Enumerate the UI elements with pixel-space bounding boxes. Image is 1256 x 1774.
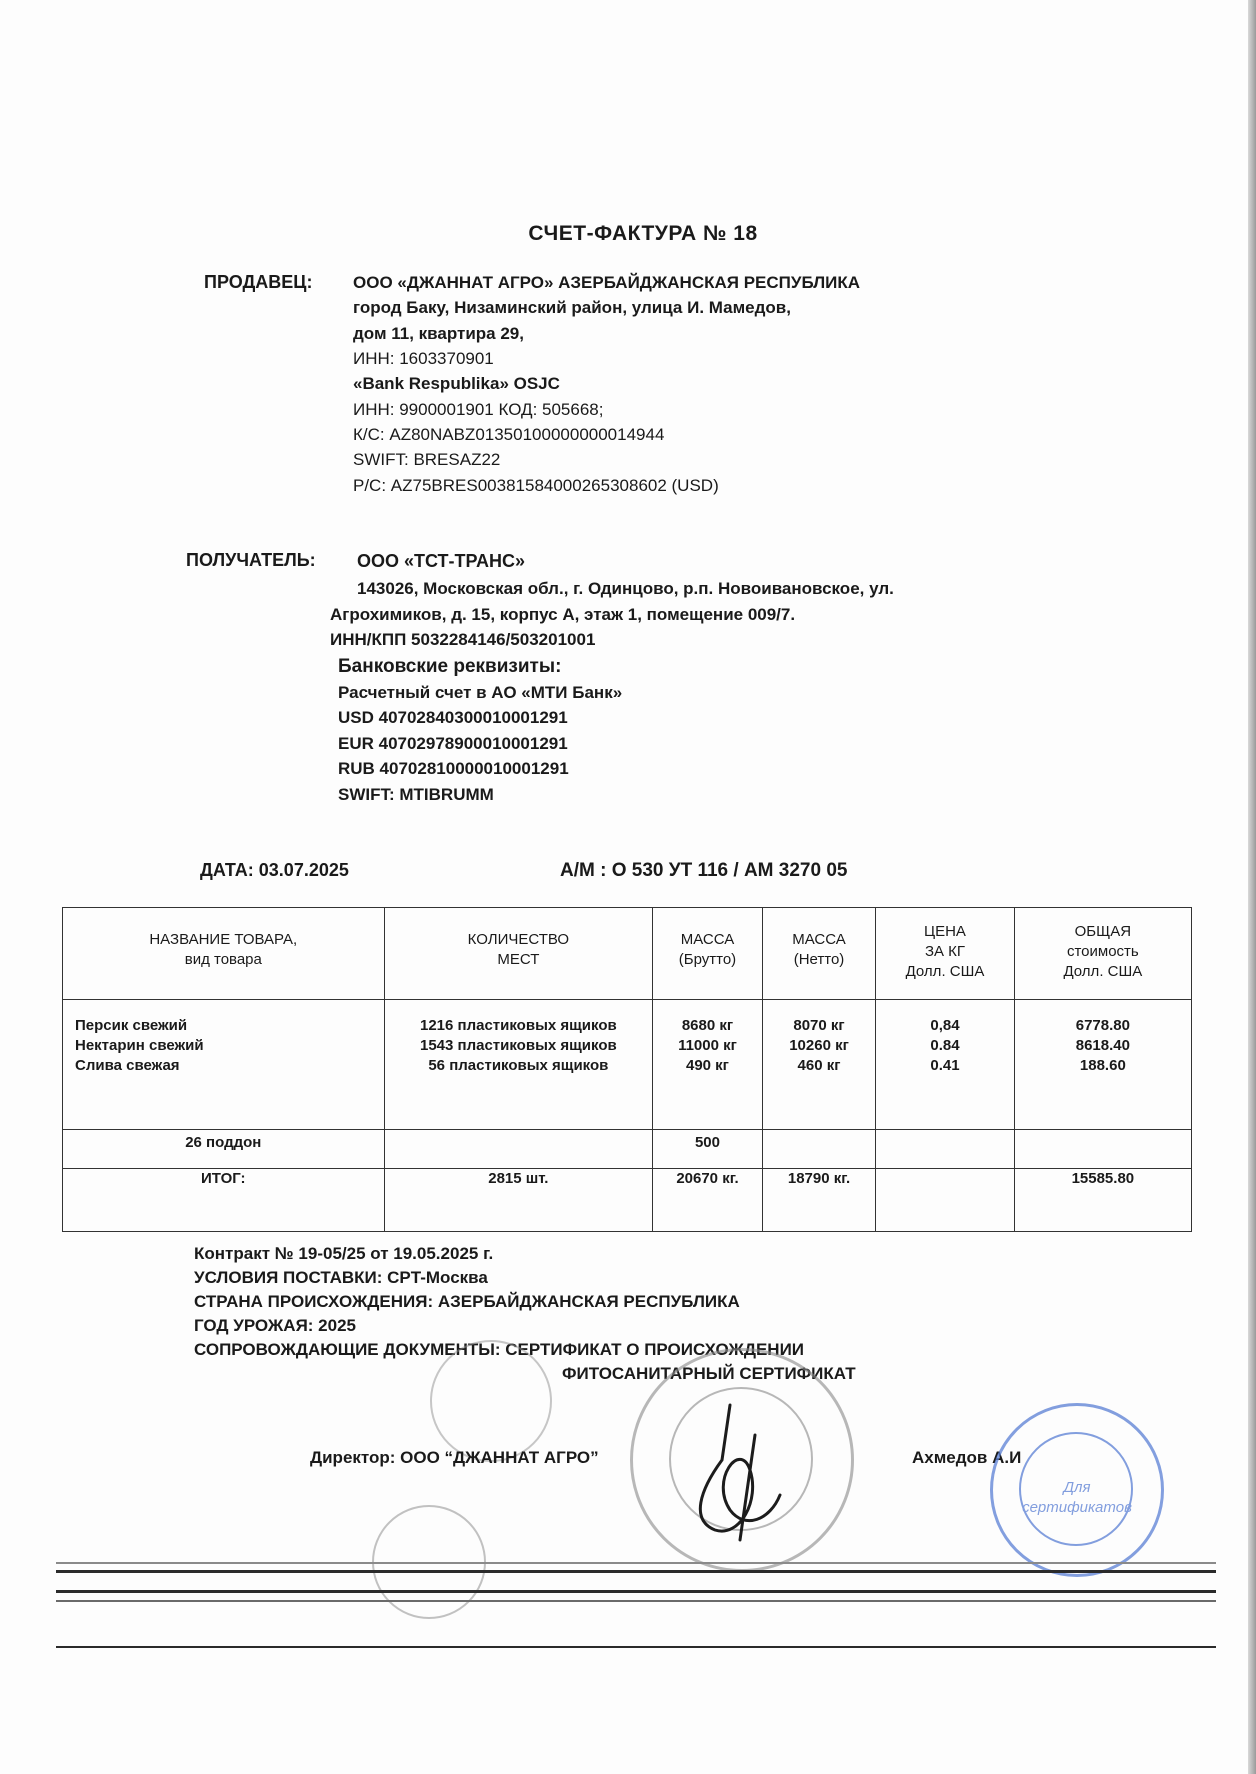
cell-net: [762, 1000, 875, 1130]
seller-label: ПРОДАВЕЦ:: [204, 272, 313, 292]
header-text: ЦЕНА: [924, 923, 966, 940]
header-gross: [653, 908, 763, 1000]
header-text: Долл. США: [905, 963, 985, 980]
pallet-price: [876, 1130, 1014, 1169]
header-text: ОБЩАЯ: [1074, 923, 1132, 940]
seller-line: ООО «ДЖАННАТ АГРО» АЗЕРБАЙДЖАНСКАЯ РЕСПУБЛИКА: [353, 273, 861, 292]
seller-line: ИНН: 9900001901 КОД: 505668;: [353, 400, 604, 419]
divider-line: [56, 1590, 1216, 1593]
scan-edge: [1248, 0, 1256, 1774]
totals-gross: 20670 кг.: [653, 1169, 763, 1232]
header-text: (Брутто): [678, 951, 737, 968]
product-name: Персик свежий: [75, 1017, 188, 1034]
pallet-row: [63, 1130, 1192, 1169]
receiver-line: 143026, Московская обл., г. Одинцово, р.п. Новоивановское, ул.: [357, 579, 894, 598]
receiver-name: ООО «ТСТ-ТРАНС»: [357, 551, 525, 571]
product-gross: 11000 кг: [678, 1037, 737, 1054]
product-total: 8618.40: [1075, 1037, 1130, 1054]
pallet-total: [1014, 1130, 1191, 1169]
product-total: 188.60: [1079, 1057, 1126, 1074]
totals-price: [876, 1169, 1014, 1232]
product-price: 0,84: [930, 1017, 960, 1034]
seller-line: Р/С: AZ75BRES00381584000265308602 (USD): [353, 476, 719, 495]
vehicle-number: А/М : О 530 УТ 116 / АМ 3270 05: [560, 860, 848, 881]
totals-net: 18790 кг.: [762, 1169, 875, 1232]
cell-gross: [653, 1000, 763, 1130]
certificate-stamp: [990, 1403, 1164, 1577]
header-text: стоимость: [1066, 943, 1139, 960]
product-gross: 490 кг: [685, 1057, 729, 1074]
seller-line: «Bank Respublika» OSJC: [353, 374, 560, 393]
totals-label: ИТОГ:: [63, 1169, 385, 1232]
header-text: МАССА: [792, 931, 846, 948]
divider-line: [56, 1562, 1216, 1564]
header-text: Долл. США: [1063, 963, 1143, 980]
receiver-line: Расчетный счет в АО «МТИ Банк»: [338, 683, 623, 702]
seller-line: дом 11, квартира 29,: [353, 324, 524, 343]
receiver-line: Агрохимиков, д. 15, корпус А, этаж 1, помещение 009/7.: [330, 605, 796, 624]
certificate-stamp-text: [993, 1478, 1161, 1518]
product-qty: 56 пластиковых ящиков: [428, 1057, 609, 1074]
table-row: [63, 1000, 1192, 1130]
receiver-line: RUB 40702810000010001291: [338, 759, 569, 778]
product-qty: 1543 пластиковых ящиков: [420, 1037, 617, 1054]
product-net: 10260 кг: [789, 1037, 849, 1054]
product-net: 8070 кг: [793, 1017, 845, 1034]
divider-line: [56, 1600, 1216, 1602]
cell-total: [1014, 1000, 1191, 1130]
product-name: Нектарин свежий: [75, 1037, 204, 1054]
header-total: [1014, 908, 1191, 1000]
seller-line: ИНН: 1603370901: [353, 349, 494, 368]
pallet-gross: 500: [653, 1130, 763, 1169]
totals-row: [63, 1169, 1192, 1232]
seller-line: SWIFT: BRESAZ22: [353, 450, 501, 469]
director-name: Ахмедов А.И: [912, 1448, 1022, 1467]
seller-line: город Баку, Низаминский район, улица И. Мамедов,: [353, 298, 791, 317]
product-total: 6778.80: [1075, 1017, 1130, 1034]
product-gross: 8680 кг: [681, 1017, 734, 1034]
table-header-row: [63, 908, 1192, 1000]
divider-line: [56, 1646, 1216, 1648]
receiver-line: SWIFT: MTIBRUMM: [338, 785, 494, 804]
receiver-bank-heading: Банковские реквизиты:: [338, 656, 562, 677]
header-name: [63, 908, 385, 1000]
contract-line: Контракт № 19-05/25 от 19.05.2025 г.: [194, 1244, 494, 1263]
cell-price: [876, 1000, 1014, 1130]
director-label: Директор: ООО “ДЖАННАТ АГРО”: [310, 1448, 599, 1467]
header-text: ЗА КГ: [924, 943, 966, 960]
header-text: КОЛИЧЕСТВО: [467, 931, 570, 948]
product-net: 460 кг: [797, 1057, 841, 1074]
header-price: [876, 908, 1014, 1000]
harvest-year: ГОД УРОЖАЯ: 2025: [194, 1316, 356, 1335]
cell-quantities: [384, 1000, 653, 1130]
pallet-label: 26 поддон: [63, 1130, 385, 1169]
header-text: МАССА: [680, 931, 735, 948]
header-quantity: [384, 908, 653, 1000]
product-qty: 1216 пластиковых ящиков: [420, 1017, 617, 1034]
handwritten-signature: [670, 1400, 800, 1550]
pallet-qty: [384, 1130, 653, 1169]
round-stamp-grey: [430, 1340, 552, 1462]
accompanying-docs: СОПРОВОЖДАЮЩИЕ ДОКУМЕНТЫ: СЕРТИФИКАТ О ПРОИСХОЖДЕНИИ: [194, 1340, 805, 1359]
product-price: 0.84: [930, 1037, 960, 1054]
header-net: [762, 908, 875, 1000]
product-name: Слива свежая: [75, 1057, 180, 1074]
seller-line: К/С: AZ80NABZ01350100000000014944: [353, 425, 665, 444]
receiver-line: USD 40702840300010001291: [338, 708, 568, 727]
invoice-title: СЧЕТ-ФАКТУРА № 18: [528, 222, 758, 245]
header-text: МЕСТ: [497, 951, 540, 968]
product-price: 0.41: [930, 1057, 960, 1074]
stamp-text: сертификатов: [1022, 1499, 1132, 1516]
pallet-net: [762, 1130, 875, 1169]
totals-qty: 2815 шт.: [384, 1169, 653, 1232]
cell-names: [63, 1000, 385, 1130]
header-text: (Нетто): [793, 951, 845, 968]
origin-country: СТРАНА ПРОИСХОЖДЕНИЯ: АЗЕРБАЙДЖАНСКАЯ РЕСПУБЛИКА: [194, 1292, 740, 1311]
receiver-label: ПОЛУЧАТЕЛЬ:: [186, 550, 316, 570]
invoice-date: ДАТА: 03.07.2025: [200, 860, 349, 880]
goods-table: [62, 907, 1192, 1232]
divider-line: [56, 1570, 1216, 1573]
receiver-line: EUR 40702978900010001291: [338, 734, 568, 753]
header-text: НАЗВАНИЕ ТОВАРА,: [149, 931, 298, 948]
accompanying-docs-2: ФИТОСАНИТАРНЫЙ СЕРТИФИКАТ: [562, 1364, 856, 1383]
delivery-terms: УСЛОВИЯ ПОСТАВКИ: CPT-Москва: [194, 1268, 488, 1287]
stamp-text: Для: [1063, 1479, 1091, 1496]
totals-sum: 15585.80: [1014, 1169, 1191, 1232]
header-text: вид товара: [184, 951, 262, 968]
receiver-line: ИНН/КПП 5032284146/503201001: [330, 630, 596, 649]
